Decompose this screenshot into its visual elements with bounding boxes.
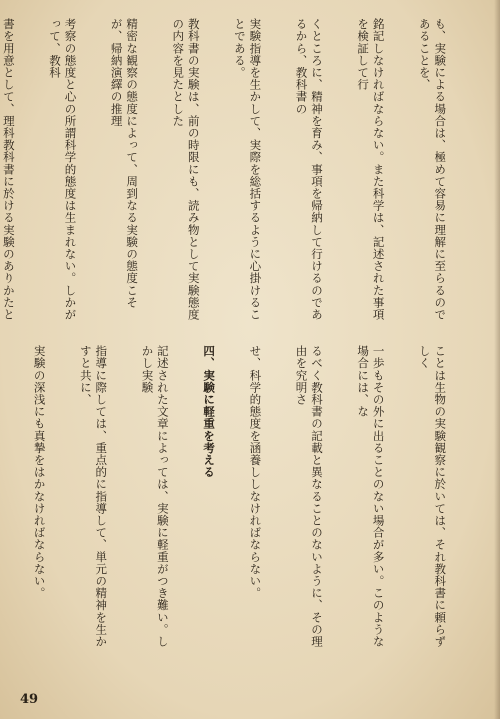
paragraph: 記述された文章によっては、実験に軽重がつき難い。しかし実験 [140,345,170,648]
paragraph: 書を用意として、理科教科書に於ける実験のありかたと [1,18,16,321]
page-number: 49 [20,692,39,707]
section-heading: 四、実験に軽重を考える [202,345,217,479]
paragraph: 考察の態度と心の所謂科学的態度は生まれない。しかがって、教科 [48,18,78,321]
lower-text-block [23,345,478,655]
paragraph: も、実験による場合は、極めて容易に理解に至らるのであることを、 [417,18,448,321]
paragraph: るべく教科書の記載と異なることのないように、その理由を究明さ [294,345,324,648]
paragraph: 指導に際しては、重点的に指導して、単元の精神を生かすと共に、 [78,345,109,648]
paragraph: 銘記しなければならない。また科学は、記述された事項を検証して行 [356,18,386,321]
paragraph: 実験の深浅にも真摯をはかなければならない。 [32,345,47,600]
binding-shadow [494,0,500,719]
paragraph: 教科書の実験は、前の時限にも、読み物として実験態度の内容を見たとした [171,18,201,321]
paragraph: ことは生物の実験観察に於いては、それ教科書に頼らずしく [417,345,448,648]
paragraph: くところに、精神を育み、事項を帰納して行けるのであるから、教科書の [294,18,324,321]
paragraph: 実験指導を生かして、実際を総括するように心掛けることである。 [232,18,263,321]
paragraph: 精密な観察の態度によって、周到なる実験の態度こそが、帰納演繹の推理 [109,18,140,309]
upper-text-block [1,18,478,323]
paragraph: 一歩もその外に出ることのない場合が多い。このような場合には、な [356,345,386,648]
paragraph: せ、科学的態度を涵養ししなければならない。 [248,345,263,600]
